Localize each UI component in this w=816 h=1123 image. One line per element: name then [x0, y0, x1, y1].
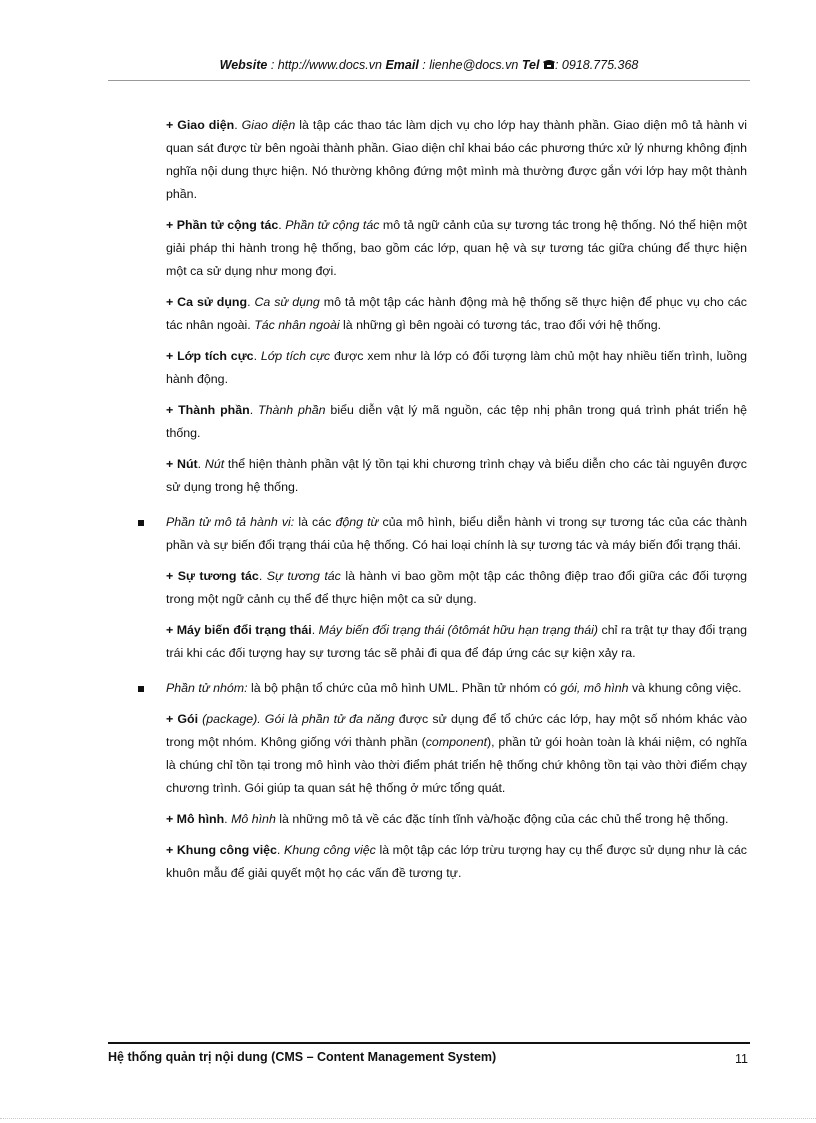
email-label: Email: [385, 58, 419, 72]
website-value: : http://www.docs.vn: [267, 58, 386, 72]
tel-value: : 0918.775.368: [554, 58, 639, 72]
term-italic: Máy biến đổi trạng thái (ôtômát hữu hạn trạng thái): [318, 623, 599, 637]
term-italic: Tác nhân ngoài: [254, 318, 340, 332]
paragraph-lop-tich-cuc: + Lớp tích cực. Lớp tích cực được xem như là lớp có đối tượng làm chủ một hay nhiều tiến trình, luồng hành động.: [166, 349, 747, 386]
paragraph-mo-hinh: + Mô hình. Mô hình là những mô tả về các đặc tính tĩnh và/hoặc động của các chủ thể trong hệ thống.: [166, 812, 729, 826]
paragraph-ca-su-dung: + Ca sử dụng. Ca sử dụng mô tả một tập các hành động mà hệ thống sẽ thực hiện để phục vụ cho các tác nhân ngoài. Tác nhân ngoài là những gì bên ngoài có tương tác, trao đổi với hệ thống.: [166, 295, 747, 332]
term-italic: Mô hình: [231, 812, 276, 826]
term-bold: + Khung công việc: [166, 843, 277, 857]
page-bottom-edge: [0, 1118, 816, 1119]
header-divider: [108, 80, 750, 81]
paragraph-khung-cong-viec: + Khung công việc. Khung công việc là một tập các lớp trừu tượng hay cụ thể được sử dụng như là các khuôn mẫu để giải quyết một họ các vấn đề tương tự.: [166, 843, 748, 880]
term-italic: component: [425, 735, 488, 749]
page-header: [108, 58, 750, 73]
website-label: Website: [219, 58, 268, 72]
paragraph-text: là bộ phận tổ chức của mô hình UML. Phần tử nhóm có: [247, 681, 561, 695]
term-bold: + Sự tương tác: [166, 569, 259, 583]
term-italic: Phần tử nhóm:: [166, 681, 248, 695]
paragraph-nut: + Nút. Nút thể hiện thành phần vật lý tồn tại khi chương trình chạy và biểu diễn cho các tài nguyên được sử dụng trong hệ thống.: [166, 457, 748, 494]
term-italic: Thành phần: [258, 403, 326, 417]
footer-divider: [108, 1042, 750, 1044]
paragraph-may-bien-doi-trang-thai: + Máy biến đổi trạng thái. Máy biến đổi trạng thái (ôtômát hữu hạn trạng thái) chỉ ra trật tự thay đổi trạng trái khi các đối tượng hay sự tương tác sẽ phải đi qua để đáp ứng các sự kiện xảy ra.: [166, 623, 748, 660]
term-bold: + Ca sử dụng: [166, 295, 248, 309]
term-bold: + Giao diện: [166, 118, 235, 132]
term-italic: động từ: [335, 515, 379, 529]
paragraph-goi: [166, 708, 747, 800]
paragraph-giao-dien: + Giao diện. Giao diện là tập các thao tác làm dịch vụ cho lớp hay thành phần. Giao diện mô tả hành vi quan sát được từ bên ngoài thành phần. Giao diện chỉ khai báo các phương thức xử lý nhưng không định nghĩa nội dung thực hiện. Nó thường không đứng một mình mà thường được gắn với lớp hay một thành phần.: [166, 118, 747, 201]
paragraph-text: là hành vi bao gồm một tập các thông điệp trao đổi giữa các đối tượng trong một ngữ cảnh cụ thể để thực hiện một ca sử dụng.: [166, 569, 747, 606]
term-italic: Giao diện: [241, 118, 296, 132]
email-value: : lienhe@docs.vn: [418, 58, 522, 72]
paragraph-text: được xem như là lớp có đối tượng làm chủ một hay nhiều tiến trình, luồng hành động.: [166, 349, 747, 386]
term-italic: (package). Gói là phần tử đa năng: [198, 712, 395, 726]
bullet-phan-tu-nhom: [166, 677, 747, 700]
term-italic: gói, mô hình: [560, 681, 629, 695]
paragraph-text: là những mô tả về các đặc tính tĩnh và/hoặc động của các chủ thể trong hệ thống.: [275, 812, 729, 826]
paragraph-text: biểu diễn vật lý mã nguồn, các tệp nhị phân trong quá trình phát triển hệ thống.: [166, 403, 748, 440]
term-bold: + Gói: [166, 712, 199, 726]
paragraph-text: ), phần tử gói hoàn toàn là khái niệm, có nghĩa là chúng chỉ tồn tại trong mô hình vào thời điểm phát triển hệ thống chứ không tồn tại vào thời điểm chạy chương trình. Gói giúp ta quan sát hệ thống ở mức tổng quát.: [166, 735, 747, 795]
paragraph-text: của mô hình, biểu diễn hành vi trong sự tương tác của các thành phần và sự biến đổi trạng thái của hệ thống. Có hai loại chính là sự tương tác và máy biến đổi trạng thái.: [166, 515, 748, 552]
term-italic: Phần tử mô tả hành vi:: [166, 515, 295, 529]
paragraph-text: và khung công việc.: [628, 681, 742, 695]
square-bullet-icon: [138, 520, 144, 526]
term-bold: + Mô hình: [166, 812, 225, 826]
term-italic: Lớp tích cực: [260, 349, 331, 363]
paragraph-text: là tập các thao tác làm dịch vụ cho lớp hay thành phần. Giao diện mô tả hành vi quan sát được từ bên ngoài thành phần. Giao diện chỉ khai báo các phương thức xử lý nhưng không định nghĩa nội dung thực hiện. Nó thường không đứng một mình mà thường được gắn với lớp hay một thành phần.: [166, 118, 747, 201]
paragraph-text: mô tả một tập các hành động mà hệ thống sẽ thực hiện để phục vụ cho các tác nhân ngoài.: [166, 295, 747, 332]
paragraph-thanh-phan: + Thành phần. Thành phần biểu diễn vật lý mã nguồn, các tệp nhị phân trong quá trình phát triển hệ thống.: [166, 403, 748, 440]
term-italic: Phần tử cộng tác: [285, 218, 380, 232]
paragraph-text: thể hiện thành phần vật lý tồn tại khi chương trình chạy và biểu diễn cho các tài nguyên được sử dụng trong hệ thống.: [166, 457, 748, 494]
phone-icon: [543, 59, 555, 73]
tel-label: Tel: [521, 58, 540, 72]
term-bold: + Thành phần: [166, 403, 250, 417]
document-body: [166, 114, 747, 893]
bullet-phan-tu-mo-ta-hanh-vi: [166, 511, 747, 557]
term-bold: + Phần tử cộng tác: [166, 218, 279, 232]
term-bold: + Máy biến đổi trạng thái: [166, 623, 312, 637]
page-number: 11: [735, 1052, 748, 1066]
term-italic: Khung công việc: [283, 843, 376, 857]
paragraph-text: là các: [294, 515, 336, 529]
term-italic: Nút: [204, 457, 225, 471]
paragraph-text: là những gì bên ngoài có tương tác, trao đổi với hệ thống.: [339, 318, 662, 332]
term-bold: + Lớp tích cực: [166, 349, 254, 363]
term-bold: + Nút: [166, 457, 198, 471]
paragraph-text: mô tả ngữ cảnh của sự tương tác trong hệ thống. Nó thể hiện một giải pháp thi hành trong hệ thống, bao gồm các lớp, quan hệ và sự tương tác giữa chúng để thực hiện một ca sử dụng như mong đợi.: [166, 218, 747, 278]
square-bullet-icon: [138, 686, 144, 692]
footer-title: Hệ thống quản trị nội dung (CMS – Content Management System): [108, 1050, 497, 1064]
paragraph-text: chỉ ra trật tự thay đổi trạng trái khi các đối tượng hay sự tương tác sẽ phải đi qua để đáp ứng các sự kiện xảy ra.: [166, 623, 748, 660]
paragraph-text: là một tập các lớp trừu tượng hay cụ thể được sử dụng như là các khuôn mẫu để giải quyết một họ các vấn đề tương tự.: [166, 843, 748, 880]
term-italic: Ca sử dụng: [254, 295, 320, 309]
paragraph-text: được sử dụng để tổ chức các lớp, hay một số nhóm khác vào trong một nhóm. Không giống với thành phần (: [166, 712, 747, 749]
paragraph-phan-tu-cong-tac: + Phần tử cộng tác. Phần tử cộng tác mô tả ngữ cảnh của sự tương tác trong hệ thống. Nó thể hiện một giải pháp thi hành trong hệ thống, bao gồm các lớp, quan hệ và sự tương tác giữa chúng để thực hiện một ca sử dụng như mong đợi.: [166, 218, 747, 278]
paragraph-su-tuong-tac: + Sự tương tác. Sự tương tác là hành vi bao gồm một tập các thông điệp trao đổi giữa các đối tượng trong một ngữ cảnh cụ thể để thực hiện một ca sử dụng.: [166, 569, 747, 606]
term-italic: Sự tương tác: [266, 569, 341, 583]
